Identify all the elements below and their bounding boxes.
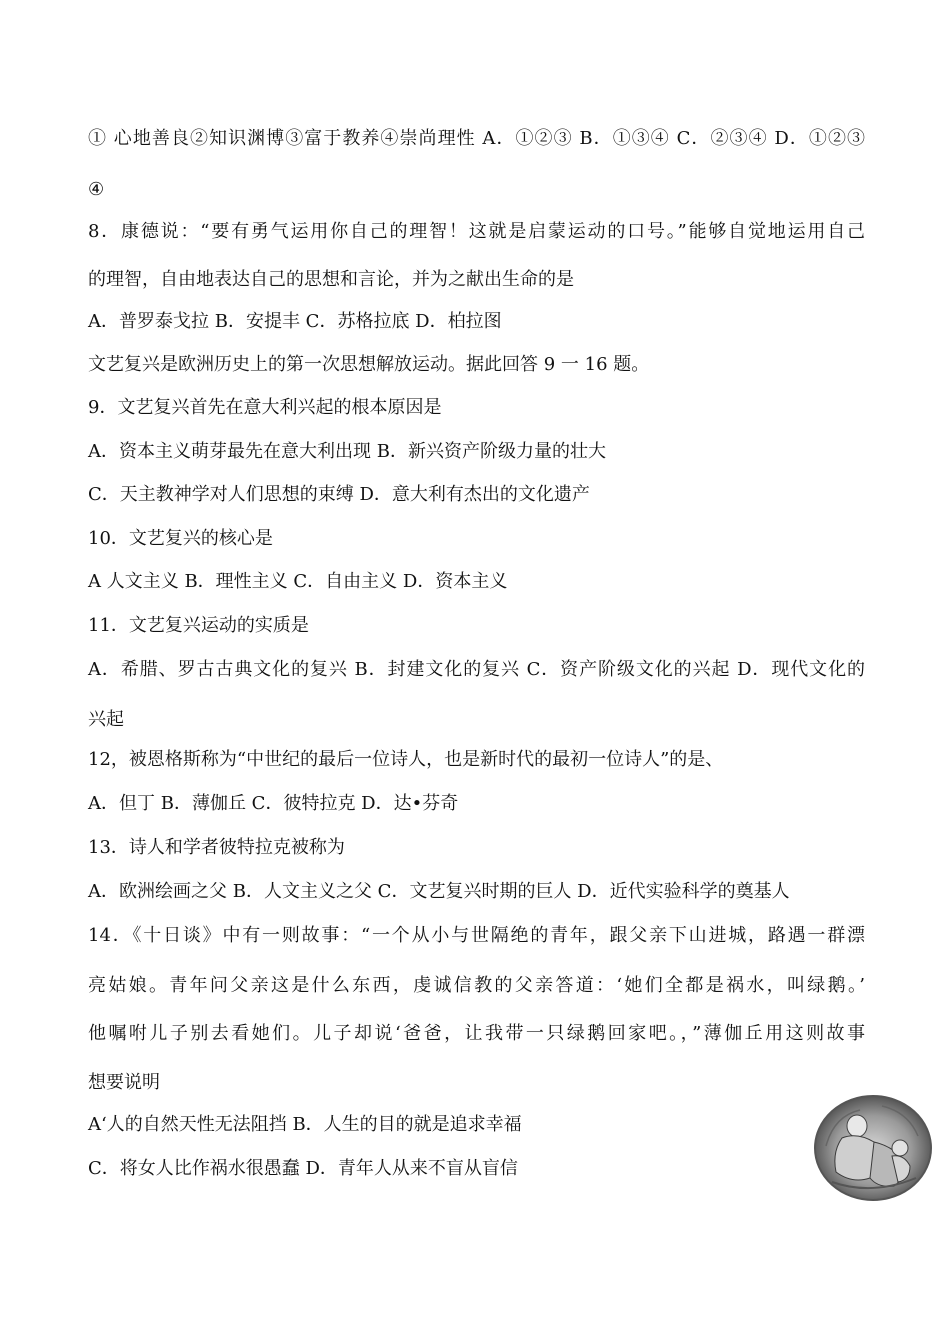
options-q9-cd: C．天主教神学对人们思想的束缚 D．意大利有杰出的文化遗产 — [88, 484, 590, 505]
question-9: 9．文艺复兴首先在意大利兴起的根本原因是 — [88, 397, 442, 418]
options-q12: A．但丁 B．薄伽丘 C．彼特拉克 D．达•芬奇 — [88, 793, 459, 814]
question-10: 10．文艺复兴的核心是 — [88, 528, 273, 549]
options-q11: A．希腊、罗古古典文化的复兴 B．封建文化的复兴 C．资产阶级文化的兴起 D．现代文化的 — [88, 659, 865, 680]
question-8: 8．康德说：“要有勇气运用你自己的理智！这就是启蒙运动的口号。”能够自觉地运用自己 — [88, 221, 865, 242]
options-q8: A．普罗泰戈拉 B．安提丰 C．苏格拉底 D．柏拉图 — [88, 311, 502, 332]
question-11: 11．文艺复兴运动的实质是 — [88, 615, 309, 636]
options-q13: A．欧洲绘画之父 B．人文主义之父 C．文艺复兴时期的巨人 D．近代实验科学的奠基人 — [88, 881, 790, 902]
section-intro: 文艺复兴是欧洲历史上的第一次思想解放运动。据此回答 9 一 16 题。 — [88, 354, 650, 375]
text-line-1: ① 心地善良②知识渊博③富于教养④崇尚理性 A．①②③ B．①③④ C．②③④ D．①②③ — [88, 128, 865, 149]
engraving-illustration — [812, 1086, 934, 1202]
options-q14-ab: A‘人的自然天性无法阻挡 B．人生的目的就是追求幸福 — [88, 1114, 522, 1135]
options-q14-cd: C．将女人比作祸水很愚蠢 D．青年人从来不盲从盲信 — [88, 1158, 518, 1179]
text-line-14: 兴起 — [88, 709, 124, 730]
question-12: 12，被恩格斯称为“中世纪的最后一位诗人，也是新时代的最初一位诗人”的是、 — [88, 749, 724, 770]
options-q9-ab: A．资本主义萌芽最先在意大利出现 B．新兴资产阶级力量的壮大 — [88, 441, 606, 462]
text-line-22: 想要说明 — [88, 1072, 160, 1093]
text-line-2: ④ — [88, 179, 105, 200]
question-13: 13．诗人和学者彼特拉克被称为 — [88, 837, 345, 858]
text-line-20: 亮姑娘。青年问父亲这是什么东西，虔诚信教的父亲答道：‘她们全都是祸水，叫绿鹅。’ — [88, 975, 865, 996]
question-14: 14．《十日谈》中有一则故事：“一个从小与世隔绝的青年，跟父亲下山进城，路遇一群漂 — [88, 925, 865, 946]
options-q10: A 人文主义 B．理性主义 C．自由主义 D．资本主义 — [88, 571, 508, 592]
text-line-4: 的理智，自由地表达自己的思想和言论，并为之献出生命的是 — [88, 269, 574, 290]
text-line-21: 他嘱咐儿子别去看她们。儿子却说‘爸爸，让我带一只绿鹅回家吧。，”薄伽丘用这则故事 — [88, 1023, 865, 1044]
